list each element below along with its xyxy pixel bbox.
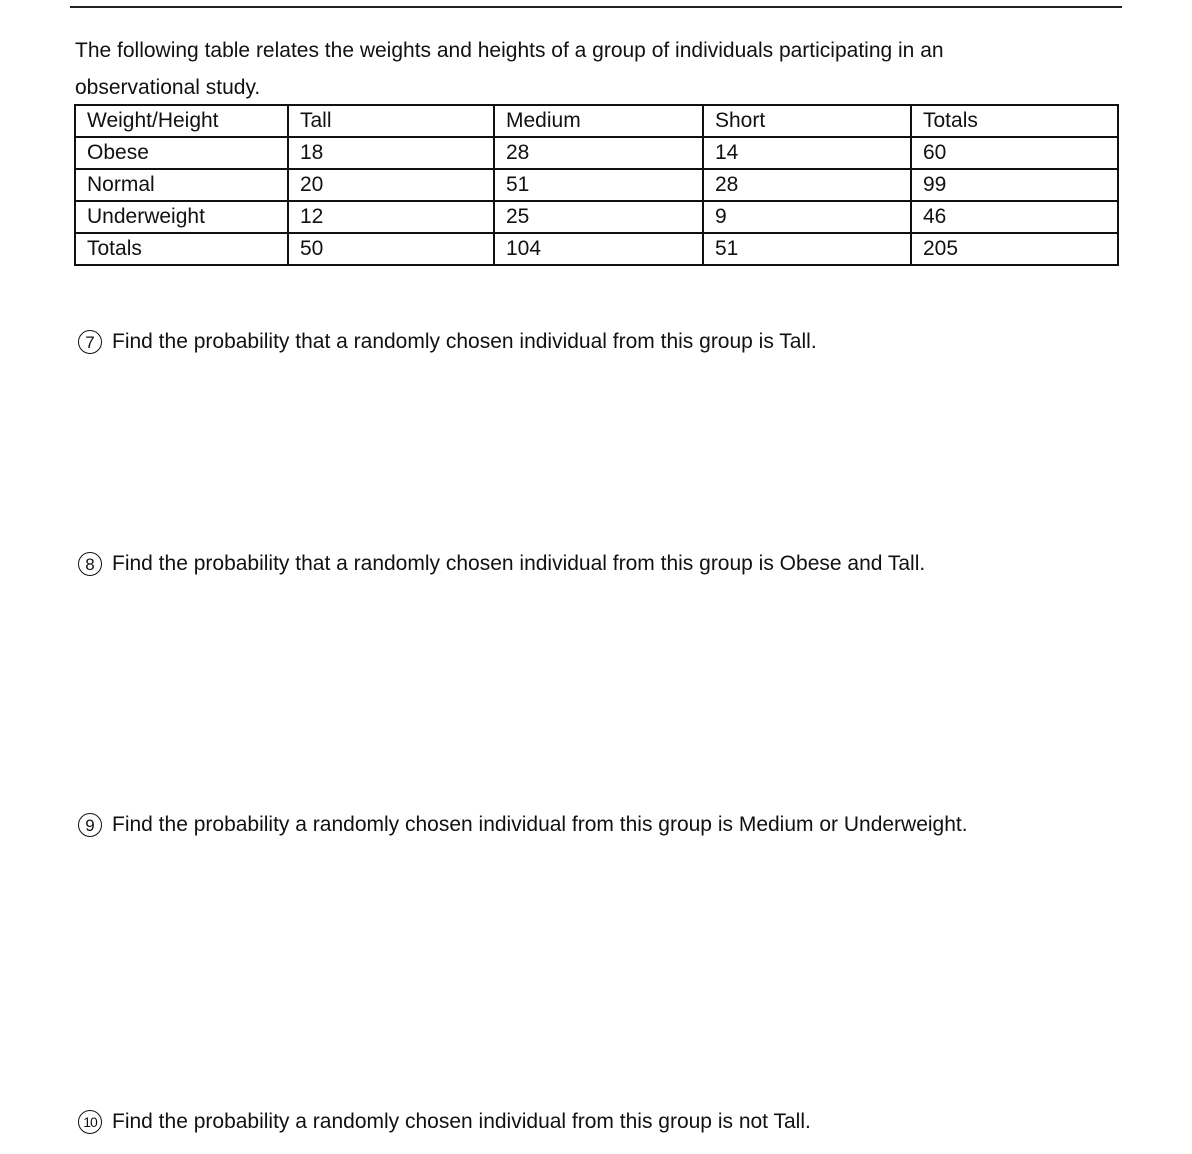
question-number-badge: 10 <box>78 1110 102 1134</box>
question-number-badge: 9 <box>78 813 102 837</box>
table-cell: 28 <box>494 137 703 169</box>
header-cell: Totals <box>911 105 1118 137</box>
question-number-badge: 7 <box>78 330 102 354</box>
question-9 <box>78 811 968 839</box>
weight-height-table <box>74 104 1119 266</box>
question-text: Find the probability that a randomly chosen individual from this group is Tall. <box>112 330 817 353</box>
table-cell: 104 <box>494 233 703 265</box>
table-cell: 99 <box>911 169 1118 201</box>
table-cell: Underweight <box>75 201 288 233</box>
table-cell: 51 <box>703 233 911 265</box>
table-header-row <box>75 105 1118 137</box>
question-7 <box>78 328 817 356</box>
table-cell: Totals <box>75 233 288 265</box>
table-cell: 46 <box>911 201 1118 233</box>
table-cell: 14 <box>703 137 911 169</box>
top-rule <box>70 6 1122 8</box>
intro-line-1: The following table relates the weights and heights of a group of individuals participating in an <box>75 39 944 62</box>
table-cell: Obese <box>75 137 288 169</box>
question-text: Find the probability that a randomly chosen individual from this group is Obese and Tall. <box>112 552 926 575</box>
table-cell: 9 <box>703 201 911 233</box>
table-row <box>75 169 1118 201</box>
table-cell: 25 <box>494 201 703 233</box>
table-row <box>75 137 1118 169</box>
header-cell: Short <box>703 105 911 137</box>
table-row <box>75 233 1118 265</box>
question-number-badge: 8 <box>78 552 102 576</box>
header-cell: Weight/Height <box>75 105 288 137</box>
header-cell: Tall <box>288 105 494 137</box>
question-8 <box>78 550 925 578</box>
header-cell: Medium <box>494 105 703 137</box>
table-cell: 51 <box>494 169 703 201</box>
table-cell: 50 <box>288 233 494 265</box>
question-text: Find the probability a randomly chosen individual from this group is Medium or Underweight. <box>112 813 968 836</box>
table-cell: 60 <box>911 137 1118 169</box>
table-row <box>75 201 1118 233</box>
intro-paragraph <box>75 32 1125 106</box>
table-cell: 18 <box>288 137 494 169</box>
question-text: Find the probability a randomly chosen individual from this group is not Tall. <box>112 1110 811 1133</box>
table-cell: 28 <box>703 169 911 201</box>
question-10 <box>78 1108 811 1136</box>
table-cell: 12 <box>288 201 494 233</box>
table-cell: Normal <box>75 169 288 201</box>
table-cell: 205 <box>911 233 1118 265</box>
intro-line-2: observational study. <box>75 76 261 99</box>
table-cell: 20 <box>288 169 494 201</box>
